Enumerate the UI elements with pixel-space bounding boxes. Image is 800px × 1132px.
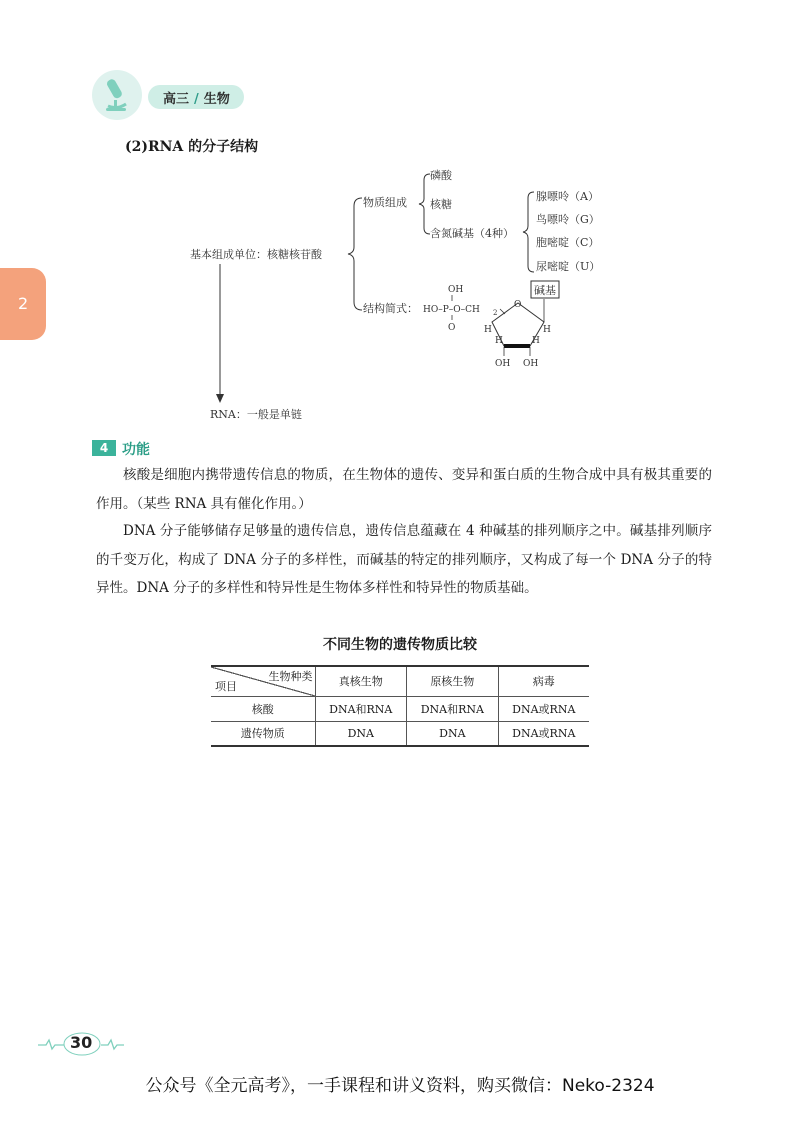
row-label: 遗传物质 [211, 721, 315, 746]
page-number: 30 [70, 1033, 93, 1052]
ring-oh-1: OH [495, 359, 511, 369]
subsection-title: (2)RNA 的分子结构 [125, 139, 259, 155]
table-cell: DNA [315, 721, 407, 746]
section-number-badge: 4 [92, 440, 116, 456]
formula-oh: OH [448, 285, 464, 295]
root-brace [348, 198, 362, 310]
structure-label: 结构简式： [363, 302, 418, 315]
breadcrumb-separator: / [194, 92, 199, 107]
chapter-tab-label: 2 [18, 294, 29, 313]
composition-brace [419, 174, 430, 234]
corner-bottom-label: 项目 [215, 679, 237, 693]
comparison-table [211, 665, 589, 747]
subject-label: 生物 [203, 92, 230, 107]
paragraph-1: 核酸是细胞内携带遗传信息的物质，在生物体的遗传、变异和蛋白质的生物合成中具有极其重要的作用。（某些 RNA 具有催化作用。） [96, 467, 712, 512]
table-cell: DNA和RNA [315, 696, 407, 721]
phosphate-label: 磷酸 [430, 169, 452, 182]
section-title: 功能 [122, 442, 150, 458]
table-title: 不同生物的遗传物质比较 [323, 637, 477, 653]
ring-oxygen: O [514, 300, 522, 310]
column-header: 病毒 [498, 666, 589, 696]
base-box-label: 碱基 [534, 284, 556, 297]
formula-subscript: 2 [493, 309, 498, 317]
formula-main: HO–P–O–CH [423, 305, 480, 315]
table-row [211, 721, 589, 746]
column-header: 真核生物 [315, 666, 407, 696]
rna-structure-diagram [0, 0, 800, 440]
grade-label: 高三 [163, 92, 190, 107]
column-header: 原核生物 [407, 666, 499, 696]
bases-label: 含氮碱基（4种） [430, 227, 514, 240]
table-cell: DNA [407, 721, 499, 746]
ring-oh-2: OH [523, 359, 539, 369]
row-label: 核酸 [211, 696, 315, 721]
base-c-label: 胞嘧啶（C） [536, 236, 600, 249]
ribose-label: 核糖 [430, 198, 452, 211]
table-cell: DNA或RNA [498, 721, 589, 746]
ring-h-2: H [495, 336, 503, 346]
table-header-row [211, 666, 589, 696]
base-g-label: 鸟嘌呤（G） [536, 213, 600, 226]
table-corner-cell [211, 666, 315, 696]
table-cell: DNA和RNA [407, 696, 499, 721]
table-cell: DNA或RNA [498, 696, 589, 721]
formula-o: O [448, 323, 456, 333]
bases-brace [523, 192, 534, 272]
ring-h-1: H [484, 325, 492, 335]
footer-text: 公众号《全元高考》，一手课程和讲义资料，购买微信：Neko-2324 [145, 1076, 655, 1096]
diagram-root-label: 基本组成单位：核糖核苷酸 [190, 248, 322, 261]
composition-label: 物质组成 [363, 196, 407, 209]
ring-h-3: H [532, 336, 540, 346]
rna-result-label: RNA：一般是单链 [210, 408, 302, 421]
arrow-down-icon [216, 394, 224, 403]
paragraph-2: DNA 分子能够储存足够量的遗传信息，遗传信息蕴藏在 4 种碱基的排列顺序之中。碱基排列顺序的千变万化，构成了 DNA 分子的多样性，而碱基的特定的排列顺序，又构成了每一个 DNA 分子的特异性。DNA 分子的多样性和特异性是生物体多样性和特异性的物质基础。 [96, 523, 712, 596]
table-row [211, 696, 589, 721]
ring-h-4: H [543, 325, 551, 335]
base-u-label: 尿嘧啶（U） [536, 260, 601, 273]
corner-top-label: 生物种类 [268, 670, 313, 683]
base-a-label: 腺嘌呤（A） [536, 190, 599, 203]
